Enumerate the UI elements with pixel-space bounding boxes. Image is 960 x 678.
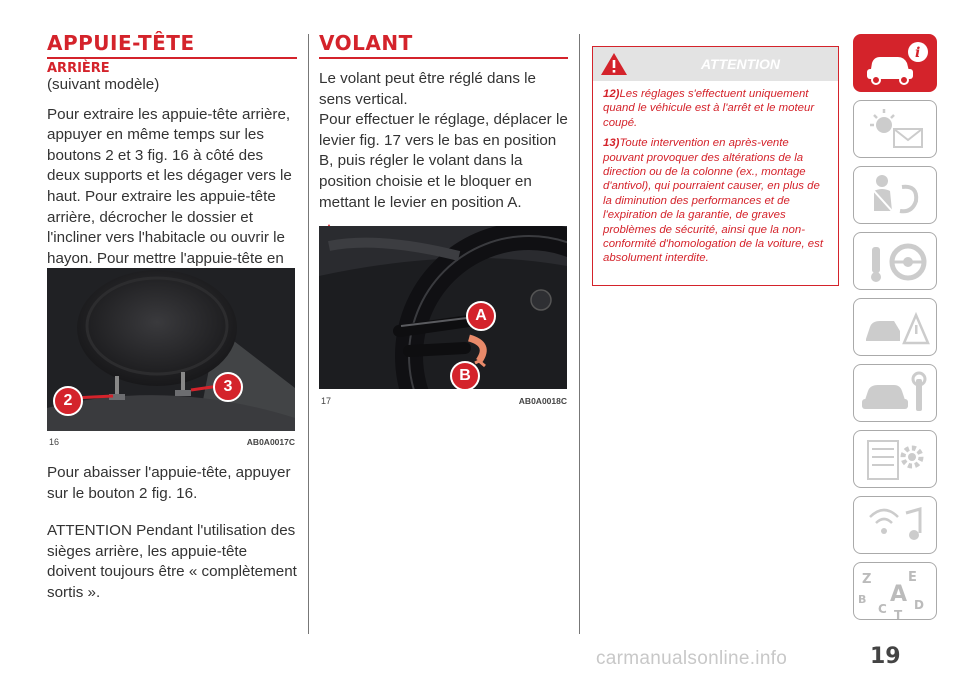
headrest-paragraph: Pour extraire les appuie-tête arrière, appuyer en même temps sur les boutons 2 et 3 fig. 16 à côté des deux supports et les dégager vers le haut. Pour extraire les appuie-tête arrière, décrocher le dossier et l'incliner vers l'habitacle ou ouvrir le hayon. Pour mettre l'appuie-tête en [47,105,292,267]
subsection-note: (suivant modèle) [47,76,160,93]
tab-multimedia[interactable] [853,496,937,554]
title-rule-steering [319,57,568,59]
figure-code: AB0A0017C [246,437,295,447]
tab-maintenance[interactable] [853,364,937,422]
left-column-lower [47,463,297,604]
figure-16-image [47,268,295,431]
callout-3: 3 [213,372,243,402]
warning-item-text: Les réglages s'effectuent uniquement quand le véhicule est à l'arrêt et le moteur coupé. [603,88,815,129]
svg-text:i: i [915,45,921,61]
alphabet-index-icon [854,563,938,621]
warning-item [603,87,830,130]
callout-A: A [466,301,496,331]
tab-index[interactable] [853,562,937,620]
index-letter: D [914,598,924,612]
column-divider-1 [308,34,309,634]
index-letter: A [890,582,908,607]
warning-header [593,47,838,81]
warning-item-text: Toute intervention en après-vente pouvant provoquer des altérations de la direction ou de la colonne (ex., montage d'antivol), qui pourraient causer, en plus de la diminution des performances et de l'expiration de la garantie, de graves problèmes de sécurité, ainsi que la non-conformité d'homologation de la voiture, est absolument interdite. [603,137,823,265]
lower-headrest-paragraph: Pour abaisser l'appuie-tête, appuyer sur le bouton 2 fig. 16. [47,464,291,502]
tab-lights-messages[interactable] [853,100,937,158]
warning-box [592,46,839,286]
figure-16-caption [49,437,295,449]
tab-starting-driving[interactable] [853,232,937,290]
section-title-headrest: APPUIE-TÊTE [47,31,195,55]
warning-item [603,136,830,266]
antenna-music-icon [854,497,938,555]
column-divider-2 [579,34,580,634]
warning-title: ATTENTION [700,56,781,72]
index-letter: E [908,570,917,585]
warning-body [593,81,838,266]
key-steering-icon [854,233,938,291]
index-letter: C [878,602,887,616]
figure-code: AB0A0018C [518,396,567,406]
subsection-title-rear: ARRIÈRE [47,61,110,76]
figure-17-caption [321,396,567,408]
index-letter: B [858,593,867,606]
car-info-icon [854,35,938,93]
steering-paragraph: Le volant peut être réglé dans le sens vertical. Pour effectuer le réglage, déplacer le levier fig. 17 vers le bas en position B, puis régler le volant dans la position choisie et le bloquer en mettant le levier en position A. [319,70,568,211]
title-rule [47,57,297,59]
figure-number: 16 [49,437,60,447]
spec-gear-icon [854,431,938,489]
seatbelt-airbag-icon [854,167,938,225]
tab-technical-data[interactable] [853,430,937,488]
callout-B: B [450,361,480,389]
page-number: 19 [870,644,901,669]
section-title-steering: VOLANT [319,31,413,55]
attention-paragraph: ATTENTION Pendant l'utilisation des sièges arrière, les appuie-tête doivent toujours être « complètement sortis ». [47,522,297,601]
middle-column [319,0,568,243]
tab-vehicle-info[interactable] [853,34,937,92]
car-wrench-icon [854,365,938,423]
left-column [47,0,297,311]
tab-safety[interactable] [853,166,937,224]
tab-emergency[interactable] [853,298,937,356]
index-letter: Z [862,572,872,587]
warning-item-number: 13) [603,137,620,150]
warning-item-number: 12) [603,88,620,100]
warning-light-icon [854,101,938,159]
accident-icon [854,299,938,357]
callout-2: 2 [53,386,83,416]
index-letter: T [894,608,903,621]
figure-17-image [319,226,567,389]
watermark: carmanualsonline.info [596,648,788,669]
figure-number: 17 [321,396,332,406]
